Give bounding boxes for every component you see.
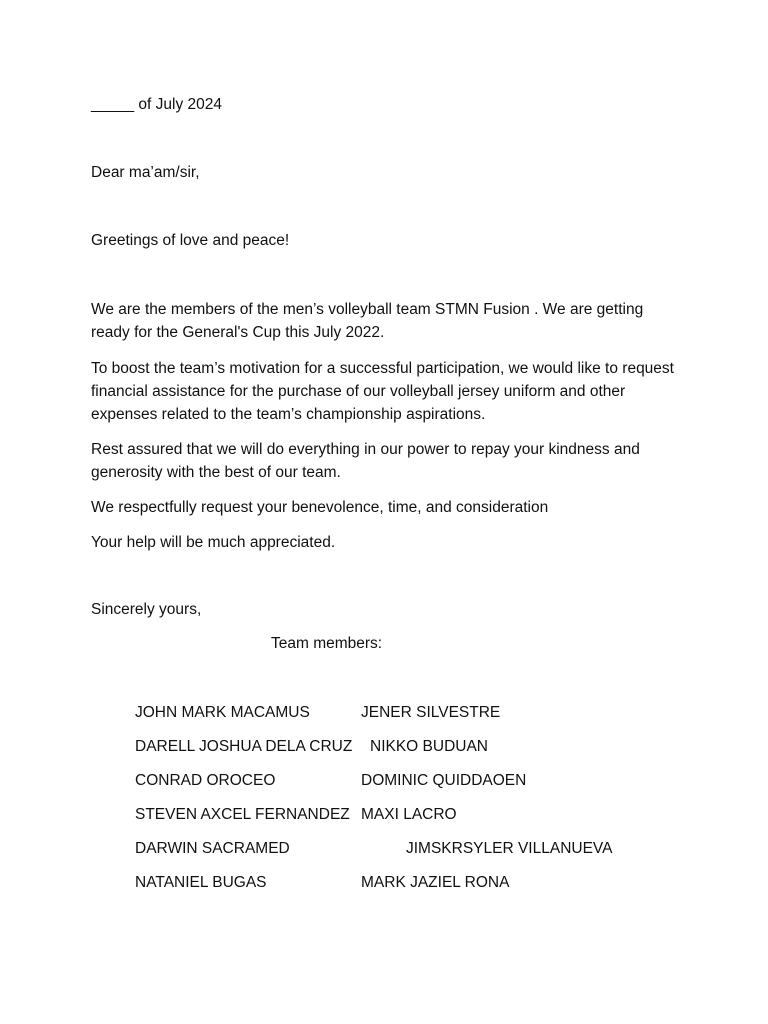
body-paragraph-4: We respectfully request your benevolence, time, and consideration bbox=[91, 499, 549, 516]
member-name: JOHN MARK MACAMUS bbox=[135, 704, 310, 721]
body-paragraph-5: Your help will be much appreciated. bbox=[91, 534, 336, 551]
greeting: Greetings of love and peace! bbox=[91, 232, 290, 249]
member-name: NATANIEL BUGAS bbox=[135, 874, 267, 891]
member-name: JIMSKRSYLER VILLANUEVA bbox=[406, 840, 613, 857]
closing: Sincerely yours, bbox=[91, 601, 202, 618]
member-name: DOMINIC QUIDDAOEN bbox=[361, 772, 527, 789]
salutation: Dear ma’am/sir, bbox=[91, 164, 200, 181]
member-name: JENER SILVESTRE bbox=[361, 704, 501, 721]
body-paragraph-2: To boost the team’s motivation for a successful participation, we would like to request financial assistance for the purchase of our volleyball jersey uniform and other expenses related to the team’s championship aspirations. bbox=[91, 360, 674, 423]
member-name: DARWIN SACRAMED bbox=[135, 840, 290, 857]
member-name: STEVEN AXCEL FERNANDEZ bbox=[135, 806, 350, 823]
letter-date: _____ of July 2024 bbox=[91, 96, 222, 113]
body-paragraph-3: Rest assured that we will do everything in our power to repay your kindness and generosity with the best of our team. bbox=[91, 441, 640, 481]
members-heading: Team members: bbox=[271, 635, 383, 652]
member-name: CONRAD OROCEO bbox=[135, 772, 276, 789]
member-name: MAXI LACRO bbox=[361, 806, 457, 823]
member-name: NIKKO BUDUAN bbox=[370, 738, 488, 755]
body-paragraph-1: We are the members of the men’s volleyball team STMN Fusion . We are getting ready for the General's Cup this July 2022. bbox=[91, 301, 644, 341]
member-name: DARELL JOSHUA DELA CRUZ bbox=[135, 738, 353, 755]
member-name: MARK JAZIEL RONA bbox=[361, 874, 510, 891]
